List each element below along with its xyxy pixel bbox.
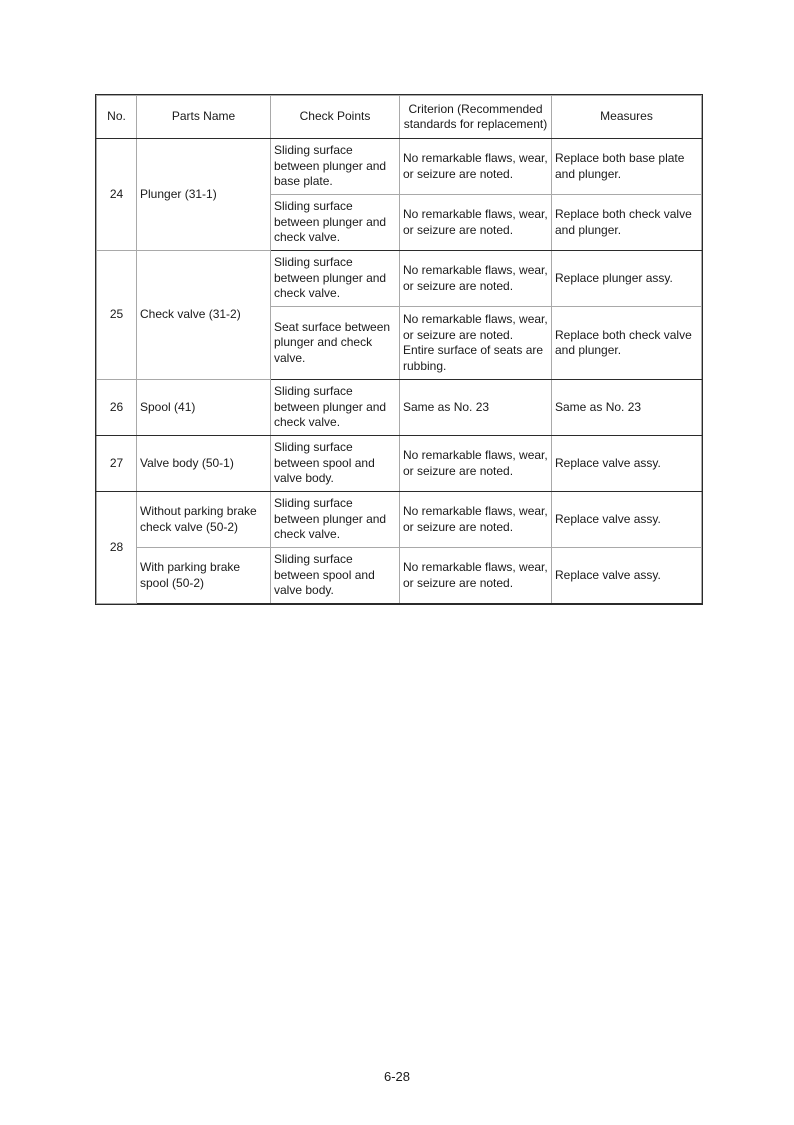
check-point: Sliding surface between spool and valve body. (271, 436, 400, 492)
item-number: 26 (97, 380, 137, 436)
table-row (97, 380, 702, 436)
parts-name: Without parking brake check valve (50-2) (137, 492, 271, 548)
check-point: Sliding surface between plunger and check valve. (271, 251, 400, 307)
measures: Replace both base plate and plunger. (552, 139, 702, 195)
item-number: 27 (97, 436, 137, 492)
measures: Replace valve assy. (552, 548, 702, 604)
criterion: No remarkable flaws, wear, or seizure are noted. (400, 251, 552, 307)
parts-name: Plunger (31-1) (137, 139, 271, 251)
check-point: Sliding surface between plunger and check valve. (271, 492, 400, 548)
item-number: 25 (97, 251, 137, 380)
criterion: No remarkable flaws, wear, or seizure are noted. Entire surface of seats are rubbing. (400, 307, 552, 380)
table-row (97, 436, 702, 492)
criterion: No remarkable flaws, wear, or seizure are noted. (400, 436, 552, 492)
header-no: No. (97, 96, 137, 139)
table-row (97, 251, 702, 307)
item-number: 28 (97, 492, 137, 604)
parts-name: Spool (41) (137, 380, 271, 436)
header-measures: Measures (552, 96, 702, 139)
table-row (97, 139, 702, 195)
check-point: Sliding surface between spool and valve body. (271, 548, 400, 604)
criterion: Same as No. 23 (400, 380, 552, 436)
check-point: Seat surface between plunger and check valve. (271, 307, 400, 380)
measures: Replace valve assy. (552, 492, 702, 548)
check-point: Sliding surface between plunger and base plate. (271, 139, 400, 195)
check-point: Sliding surface between plunger and check valve. (271, 195, 400, 251)
inspection-table (96, 95, 702, 604)
criterion: No remarkable flaws, wear, or seizure are noted. (400, 195, 552, 251)
header-criterion: Criterion (Recommended standards for replacement) (400, 96, 552, 139)
parts-name: Check valve (31-2) (137, 251, 271, 380)
criterion: No remarkable flaws, wear, or seizure are noted. (400, 548, 552, 604)
item-number: 24 (97, 139, 137, 251)
parts-name: With parking brake spool (50-2) (137, 548, 271, 604)
measures: Replace both check valve and plunger. (552, 307, 702, 380)
header-check-points: Check Points (271, 96, 400, 139)
page-number: 6-28 (383, 1069, 411, 1084)
criterion: No remarkable flaws, wear, or seizure are noted. (400, 492, 552, 548)
measures: Replace both check valve and plunger. (552, 195, 702, 251)
criterion: No remarkable flaws, wear, or seizure are noted. (400, 139, 552, 195)
table-row (97, 492, 702, 548)
table-header-row (97, 96, 702, 139)
measures: Replace valve assy. (552, 436, 702, 492)
parts-name: Valve body (50-1) (137, 436, 271, 492)
measures: Replace plunger assy. (552, 251, 702, 307)
check-point: Sliding surface between plunger and check valve. (271, 380, 400, 436)
table-row (97, 548, 702, 604)
measures: Same as No. 23 (552, 380, 702, 436)
header-parts-name: Parts Name (137, 96, 271, 139)
